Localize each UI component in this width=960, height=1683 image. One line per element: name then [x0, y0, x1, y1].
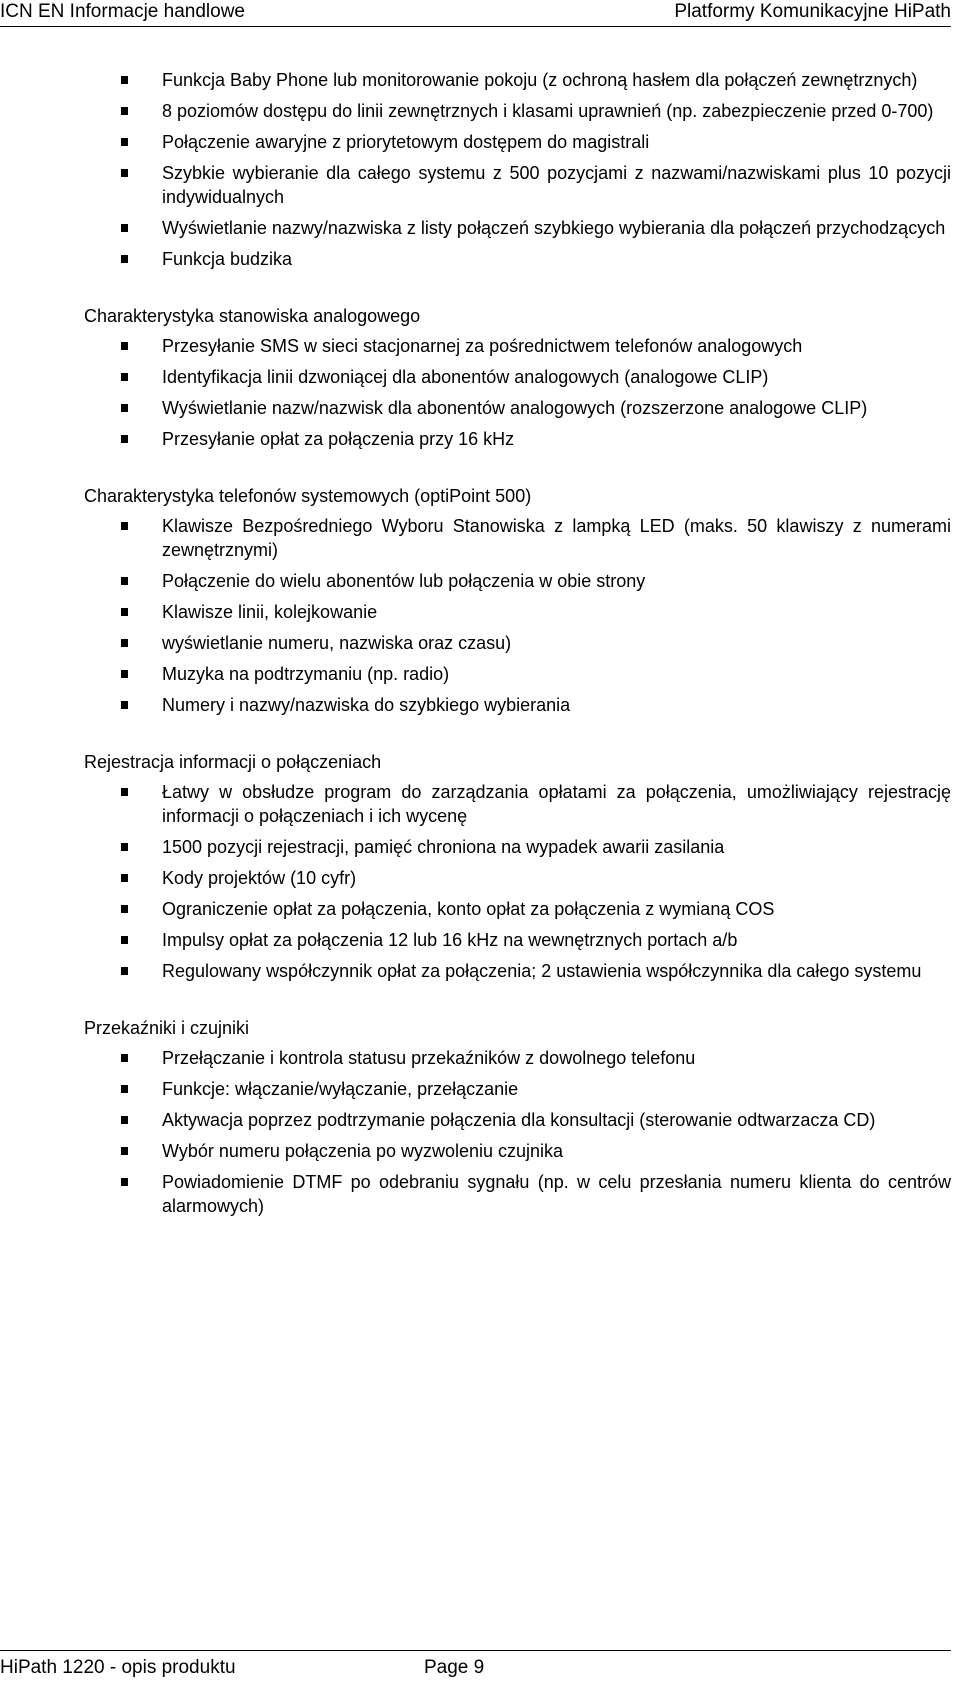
list-item: [84, 396, 951, 420]
list-item: [84, 216, 951, 240]
list-item-text: Numery i nazwy/nazwiska do szybkiego wybierania: [162, 695, 571, 715]
bullet-list: [84, 334, 951, 451]
header-left-title: ICN EN Informacje handlowe: [0, 1, 245, 22]
square-bullet-icon: [121, 342, 128, 350]
list-item-text: wyświetlanie numeru, nazwiska oraz czasu): [162, 633, 512, 653]
list-item-text: Aktywacja poprzez podtrzymanie połączenia dla konsultacji (sterowanie odtwarzacza CD): [162, 1110, 876, 1130]
square-bullet-icon: [121, 1085, 128, 1093]
bullet-list: [84, 514, 951, 717]
list-item: [84, 247, 951, 271]
square-bullet-icon: [121, 107, 128, 115]
list-item: [84, 693, 951, 717]
list-item: [84, 780, 951, 828]
list-item: [84, 68, 951, 92]
square-bullet-icon: [121, 435, 128, 443]
list-item: [84, 1108, 951, 1132]
list-item: [84, 866, 951, 890]
list-item-text: Identyfikacja linii dzwoniącej dla abonentów analogowych (analogowe CLIP): [162, 367, 769, 387]
list-item: [84, 569, 951, 593]
list-item: [84, 514, 951, 562]
list-item-text: Łatwy w obsłudze program do zarządzania opłatami za połączenia, umożliwiający rejestrację informacji o połączeniach i ich wycenę: [162, 782, 951, 826]
page-footer: [0, 1650, 951, 1678]
square-bullet-icon: [121, 255, 128, 263]
list-item-text: Klawisze linii, kolejkowanie: [162, 602, 378, 622]
list-item-text: Powiadomienie DTMF po odebraniu sygnału (np. w celu przesłania numeru klienta do centrów alarmowych): [162, 1172, 951, 1216]
section: [84, 1016, 951, 1218]
square-bullet-icon: [121, 224, 128, 232]
list-item: [84, 928, 951, 952]
list-item: [84, 1170, 951, 1218]
list-item: [84, 897, 951, 921]
header-right-title: Platformy Komunikacyjne HiPath: [674, 1, 951, 22]
bullet-list: [84, 68, 951, 271]
page-header: [0, 0, 951, 27]
list-item: [84, 1046, 951, 1070]
list-item: [84, 365, 951, 389]
list-item: [84, 1077, 951, 1101]
section: [84, 484, 951, 717]
square-bullet-icon: [121, 76, 128, 84]
square-bullet-icon: [121, 1054, 128, 1062]
square-bullet-icon: [121, 639, 128, 647]
list-item-text: 8 poziomów dostępu do linii zewnętrznych i klasami uprawnień (np. zabezpieczenie przed 0-700): [162, 101, 934, 121]
section-heading: Przekaźniki i czujniki: [84, 1018, 250, 1038]
list-item-text: Funkcja budzika: [162, 249, 293, 269]
square-bullet-icon: [121, 404, 128, 412]
square-bullet-icon: [121, 1178, 128, 1186]
bullet-list: [84, 1046, 951, 1218]
square-bullet-icon: [121, 967, 128, 975]
list-item-text: Funkcje: włączanie/wyłączanie, przełączanie: [162, 1079, 519, 1099]
square-bullet-icon: [121, 373, 128, 381]
document-body: [84, 68, 951, 1251]
list-item: [84, 959, 951, 983]
square-bullet-icon: [121, 936, 128, 944]
list-item-text: Szybkie wybieranie dla całego systemu z 500 pozycjami z nazwami/nazwiskami plus 10 pozycji indywidualnych: [162, 163, 951, 207]
square-bullet-icon: [121, 1147, 128, 1155]
list-item-text: Przesyłanie SMS w sieci stacjonarnej za pośrednictwem telefonów analogowych: [162, 336, 803, 356]
list-item-text: Klawisze Bezpośredniego Wyboru Stanowiska z lampką LED (maks. 50 klawiszy z numerami zewnętrznymi): [162, 516, 951, 560]
list-item-text: Regulowany współczynnik opłat za połączenia; 2 ustawienia współczynnika dla całego systemu: [162, 961, 922, 981]
square-bullet-icon: [121, 577, 128, 585]
square-bullet-icon: [121, 788, 128, 796]
square-bullet-icon: [121, 608, 128, 616]
list-item: [84, 334, 951, 358]
section-heading: Rejestracja informacji o połączeniach: [84, 752, 382, 772]
square-bullet-icon: [121, 522, 128, 530]
section: [84, 68, 951, 271]
section: [84, 304, 951, 451]
bullet-list: [84, 780, 951, 983]
square-bullet-icon: [121, 169, 128, 177]
list-item-text: Przełączanie i kontrola statusu przekaźników z dowolnego telefonu: [162, 1048, 696, 1068]
list-item: [84, 631, 951, 655]
square-bullet-icon: [121, 843, 128, 851]
footer-document-title: HiPath 1220 - opis produktu: [0, 1657, 236, 1678]
list-item: [84, 161, 951, 209]
list-item: [84, 99, 951, 123]
list-item: [84, 835, 951, 859]
square-bullet-icon: [121, 701, 128, 709]
section-heading: Charakterystyka telefonów systemowych (optiPoint 500): [84, 486, 532, 506]
list-item-text: Połączenie awaryjne z priorytetowym dostępem do magistrali: [162, 132, 650, 152]
list-item-text: Funkcja Baby Phone lub monitorowanie pokoju (z ochroną hasłem dla połączeń zewnętrznych): [162, 70, 918, 90]
square-bullet-icon: [121, 670, 128, 678]
list-item-text: Wyświetlanie nazwy/nazwiska z listy połączeń szybkiego wybierania dla połączeń przychodzących: [162, 218, 946, 238]
list-item-text: Połączenie do wielu abonentów lub połączenia w obie strony: [162, 571, 646, 591]
list-item: [84, 427, 951, 451]
footer-page-number: Page 9: [424, 1657, 485, 1678]
list-item-text: Ograniczenie opłat za połączenia, konto opłat za połączenia z wymianą COS: [162, 899, 775, 919]
section-heading: Charakterystyka stanowiska analogowego: [84, 306, 421, 326]
list-item-text: Impulsy opłat za połączenia 12 lub 16 kHz na wewnętrznych portach a/b: [162, 930, 738, 950]
list-item: [84, 130, 951, 154]
square-bullet-icon: [121, 874, 128, 882]
list-item-text: 1500 pozycji rejestracji, pamięć chroniona na wypadek awarii zasilania: [162, 837, 725, 857]
list-item-text: Muzyka na podtrzymaniu (np. radio): [162, 664, 450, 684]
list-item: [84, 662, 951, 686]
list-item-text: Przesyłanie opłat za połączenia przy 16 kHz: [162, 429, 515, 449]
square-bullet-icon: [121, 905, 128, 913]
square-bullet-icon: [121, 1116, 128, 1124]
section: [84, 750, 951, 983]
list-item-text: Wyświetlanie nazw/nazwisk dla abonentów analogowych (rozszerzone analogowe CLIP): [162, 398, 868, 418]
square-bullet-icon: [121, 138, 128, 146]
list-item: [84, 600, 951, 624]
list-item-text: Wybór numeru połączenia po wyzwoleniu czujnika: [162, 1141, 564, 1161]
list-item: [84, 1139, 951, 1163]
list-item-text: Kody projektów (10 cyfr): [162, 868, 357, 888]
